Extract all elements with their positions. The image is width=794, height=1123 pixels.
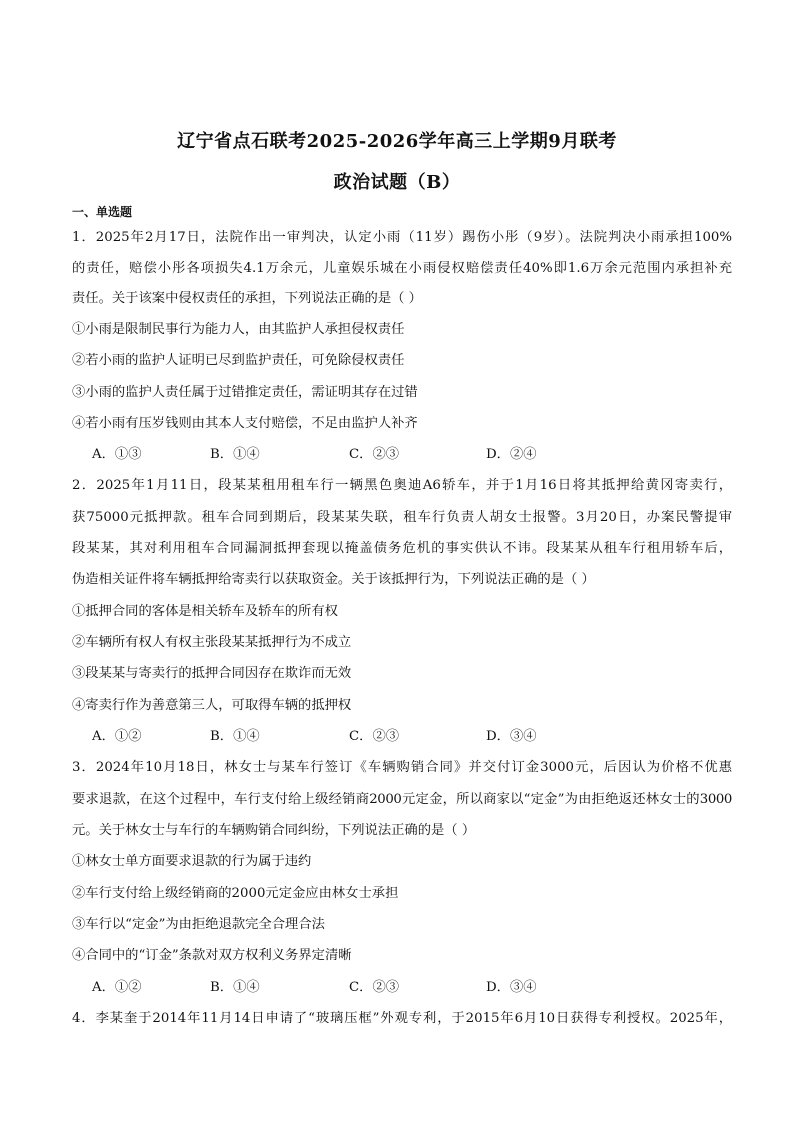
option-a: A．①② — [92, 980, 142, 995]
question-3-statement-2: ②车行支付给上级经销商的2000元定金应由林女士承担 — [72, 886, 399, 901]
option-d: D．③④ — [486, 729, 537, 744]
question-2-line-4: 伪造相关证件将车辆抵押给寄卖行以获取资金。关于该抵押行为，下列说法正确的是（ ） — [72, 572, 595, 587]
page-title: 辽宁省点石联考2025-2026学年高三上学期9月联考 — [177, 131, 617, 152]
question-3-statement-3: ③车行以“定金”为由拒绝退款完全合理合法 — [72, 917, 325, 932]
option-c: C．②③ — [349, 729, 400, 744]
question-4-line-1: 4．李某奎于2014年11月14日申请了“玻璃压框”外观专利，于2015年6月10日获得专利授权。2025年， — [72, 1011, 732, 1026]
question-1-statement-4: ④若小雨有压岁钱则由其本人支付赔偿，不足由监护人补齐 — [72, 416, 418, 431]
question-1-statement-3: ③小雨的监护人责任属于过错推定责任，需证明其存在过错 — [72, 385, 418, 400]
option-c: C．②③ — [349, 447, 400, 462]
option-d: D．②④ — [486, 447, 537, 462]
question-3-line-3: 元。关于林女士与车行的车辆购销合同纠纷，下列说法正确的是（ ） — [72, 823, 476, 838]
question-3-line-2: 要求退款，在这个过程中，车行支付给上级经销商2000元定金，所以商家以“定金”为由拒绝返还林女士的3000 — [72, 792, 732, 807]
option-b: B．①④ — [210, 980, 260, 995]
question-2-statement-1: ①抵押合同的客体是相关轿车及轿车的所有权 — [72, 604, 338, 619]
option-a: A．①③ — [92, 447, 142, 462]
option-c: C．②③ — [349, 980, 400, 995]
question-3-statement-4: ④合同中的“订金”条款对双方权利义务界定清晰 — [72, 948, 352, 963]
option-b: B．①④ — [210, 447, 260, 462]
option-d: D．③④ — [486, 980, 537, 995]
page-subtitle: 政治试题（B） — [333, 172, 461, 193]
question-2-statement-4: ④寄卖行作为善意第三人，可取得车辆的抵押权 — [72, 698, 352, 713]
section-heading: 一、单选题 — [72, 205, 133, 219]
question-3-line-1: 3．2024年10月18日，林女士与某车行签订《车辆购销合同》并交付订金3000元，后因认为价格不优惠 — [72, 760, 732, 775]
question-2-line-1: 2．2025年1月11日，段某某租用租车行一辆黑色奥迪A6轿车，并于1月16日将其抵押给黄冈寄卖行， — [72, 478, 732, 493]
question-2-statement-2: ②车辆所有权人有权主张段某某抵押行为不成立 — [72, 635, 352, 650]
question-2-line-2: 获75000元抵押款。租车合同到期后，段某某失联，租车行负责人胡女士报警。3月20日，办案民警提审 — [72, 510, 732, 525]
question-2-statement-3: ③段某某与寄卖行的抵押合同因存在欺诈而无效 — [72, 666, 352, 681]
question-3-statement-1: ①林女士单方面要求退款的行为属于违约 — [72, 854, 312, 869]
question-1-line-2: 的责任，赔偿小彤各项损失4.1万余元，儿童娱乐城在小雨侵权赔偿责任40%即1.6万余元范围内承担补充 — [72, 261, 732, 276]
question-1-statement-2: ②若小雨的监护人证明已尽到监护责任，可免除侵权责任 — [72, 353, 405, 368]
question-1-statement-1: ①小雨是限制民事行为能力人，由其监护人承担侵权责任 — [72, 322, 405, 337]
option-b: B．①④ — [210, 729, 260, 744]
question-2-line-3: 段某某，其对利用租车合同漏洞抵押套现以掩盖债务危机的事实供认不讳。段某某从租车行租用轿车后， — [72, 541, 732, 556]
question-1-line-1: 1．2025年2月17日，法院作出一审判决，认定小雨（11岁）踢伤小彤（9岁）。法院判决小雨承担100% — [72, 230, 732, 245]
option-a: A．①② — [92, 729, 142, 744]
question-1-line-3: 责任。关于该案中侵权责任的承担，下列说法正确的是（ ） — [72, 291, 422, 306]
